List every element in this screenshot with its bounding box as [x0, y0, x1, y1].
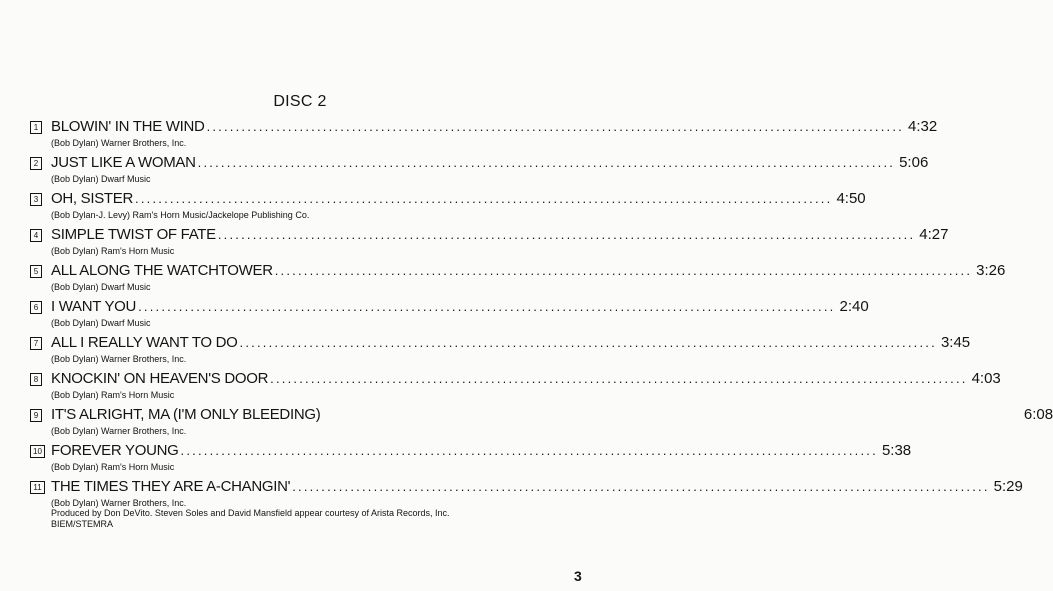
- track-title: KNOCKIN' ON HEAVEN'S DOOR: [51, 370, 269, 387]
- track-number-box: 8: [30, 373, 42, 386]
- track-item: [30, 154, 929, 190]
- track-title: I WANT YOU: [51, 298, 137, 315]
- track-number-box: 7: [30, 337, 42, 350]
- track-time: 4:50: [836, 190, 866, 207]
- dot-leader: ........................................................................................................................: [206, 119, 904, 134]
- page-number: 3: [574, 568, 582, 584]
- track-time: 4:32: [907, 118, 938, 135]
- track-item: [30, 262, 1006, 298]
- track-credit: (Bob Dylan) Ram's Horn Music: [51, 462, 175, 472]
- track-item: [30, 442, 912, 478]
- track-number-box: 5: [30, 265, 42, 278]
- footer-notes: [51, 508, 450, 530]
- dot-leader: ........................................................................................................................: [270, 371, 968, 386]
- dot-leader: ........................................................................................................................: [292, 479, 990, 494]
- track-title: BLOWIN' IN THE WIND: [51, 118, 205, 135]
- track-credit: (Bob Dylan) Warner Brothers, Inc.: [51, 498, 187, 508]
- track-credit: (Bob Dylan) Dwarf Music: [51, 174, 151, 184]
- track-time: 2:40: [839, 298, 869, 315]
- track-time: 4:27: [919, 226, 949, 243]
- track-title: IT'S ALRIGHT, MA (I'M ONLY BLEEDING): [51, 406, 321, 423]
- dot-leader: ........................................................................................................................: [217, 227, 916, 242]
- track-number-box: 4: [30, 229, 42, 242]
- track-credit: (Bob Dylan) Ram's Horn Music: [51, 246, 175, 256]
- dot-leader: ........................................................................................................................: [197, 155, 896, 170]
- track-title: ALL ALONG THE WATCHTOWER: [51, 262, 273, 279]
- track-credit: (Bob Dylan) Dwarf Music: [51, 318, 151, 328]
- track-time: 5:06: [899, 154, 929, 171]
- track-number-box: 6: [30, 301, 42, 314]
- track-item: [30, 406, 1053, 442]
- track-credit: (Bob Dylan) Warner Brothers, Inc.: [51, 354, 187, 364]
- track-item: [30, 334, 971, 370]
- track-title: ALL I REALLY WANT TO DO: [51, 334, 238, 351]
- track-number-box: 2: [30, 157, 42, 170]
- track-item: [30, 190, 866, 226]
- track-title: THE TIMES THEY ARE A-CHANGIN': [51, 478, 291, 495]
- track-number-box: 1: [30, 121, 42, 134]
- track-item: [30, 298, 869, 334]
- track-number-box: 9: [30, 409, 42, 422]
- track-time: 6:08: [1023, 406, 1053, 423]
- dot-leader: ........................................................................................................................: [274, 263, 973, 278]
- track-number-box: 10: [30, 445, 45, 458]
- dot-leader: ........................................................................................................................: [138, 299, 836, 314]
- track-credit: (Bob Dylan) Dwarf Music: [51, 282, 151, 292]
- track-title: SIMPLE TWIST OF FATE: [51, 226, 216, 243]
- dot-leader: ........................................................................................................................: [180, 443, 878, 458]
- track-number-box: 11: [30, 481, 45, 494]
- track-list: [30, 118, 1053, 514]
- track-credit: (Bob Dylan) Warner Brothers, Inc.: [51, 426, 187, 436]
- track-credit: (Bob Dylan) Ram's Horn Music: [51, 390, 175, 400]
- track-time: 3:45: [940, 334, 971, 351]
- track-title: FOREVER YOUNG: [51, 442, 179, 459]
- track-time: 5:29: [993, 478, 1023, 495]
- rights-line: BIEM/STEMRA: [51, 519, 114, 529]
- disc-title: DISC 2: [273, 93, 327, 110]
- track-credit: (Bob Dylan-J. Levy) Ram's Horn Music/Jackelope Publishing Co.: [51, 210, 310, 220]
- track-item: [30, 118, 938, 154]
- track-title: OH, SISTER: [51, 190, 134, 207]
- track-title: JUST LIKE A WOMAN: [51, 154, 196, 171]
- track-time: 5:38: [881, 442, 912, 459]
- producer-line: Produced by Don DeVito. Steven Soles and David Mansfield appear courtesy of Arista Records, Inc.: [51, 508, 450, 518]
- track-credit: (Bob Dylan) Warner Brothers, Inc.: [51, 138, 187, 148]
- dot-leader: ........................................................................................................................: [239, 335, 937, 350]
- track-time: 4:03: [971, 370, 1001, 387]
- track-number-box: 3: [30, 193, 42, 206]
- track-item: [30, 370, 1001, 406]
- track-time: 3:26: [976, 262, 1006, 279]
- track-item: [30, 226, 949, 262]
- dot-leader: ........................................................................................................................: [135, 191, 833, 206]
